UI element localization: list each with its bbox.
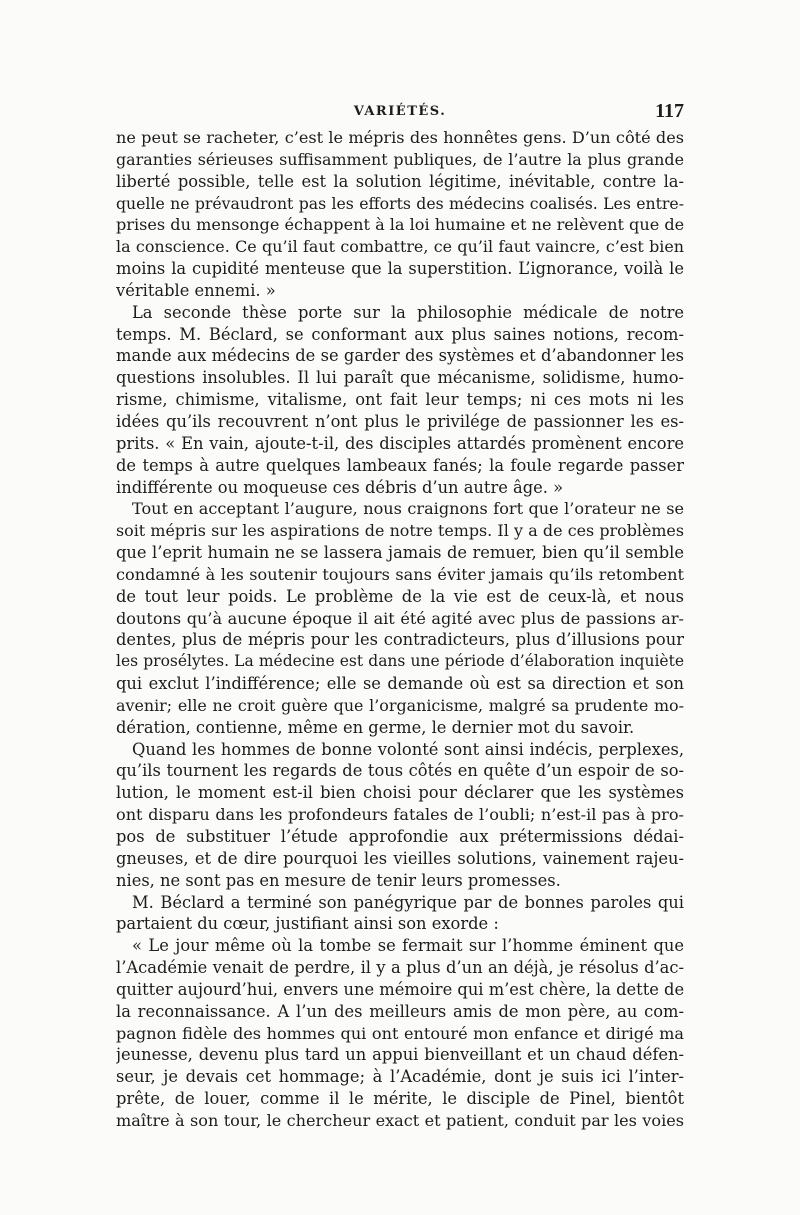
text-line: risme, chimisme, vitalisme, ont fait leur temps; ni ces mots ni les: [116, 390, 684, 410]
text-line: seur, je devais cet hommage; à l’Académie, dont je suis ici l’inter-: [116, 1067, 684, 1087]
text-line: ne peut se racheter, c’est le mépris des honnêtes gens. D’un côté des: [116, 128, 684, 147]
text-line: de tout leur poids. Le problème de la vie est de ceux-là, et nous: [116, 586, 684, 606]
text-line: dération, contienne, même en germe, le dernier mot du savoir.: [116, 717, 635, 737]
text-line: mande aux médecins de se garder des systèmes et d’abandonner les: [116, 346, 684, 366]
text-line: questions insolubles. Il lui paraît que mécanisme, solidisme, humo-: [116, 368, 684, 388]
text-line: la conscience. Ce qu’il faut combattre, ce qu’il faut vaincre, c’est bien: [116, 237, 684, 257]
text-line: prits. « En vain, ajoute-t-il, des disciples attardés promènent encore: [116, 433, 684, 453]
text-line: temps. M. Béclard, se conformant aux plus saines notions, recom-: [116, 324, 684, 344]
text-line: ont disparu dans les profondeurs fatales de l’oubli; n’est-il pas à pro-: [116, 805, 684, 825]
text-line: quelle ne prévaudront pas les efforts des médecins coalisés. Les entre-: [116, 193, 684, 213]
text-line: lution, le moment est-il bien choisi pour déclarer que les systèmes: [116, 783, 684, 803]
text-line: M. Béclard a terminé son panégyrique par de bonnes paroles qui: [132, 892, 684, 912]
text-line: Quand les hommes de bonne volonté sont ainsi indécis, perplexes,: [132, 739, 684, 759]
page-number: 117: [655, 100, 684, 122]
text-line: prises du mensonge échappent à la loi humaine et ne relèvent que de: [116, 215, 684, 235]
text-line: véritable ennemi. »: [116, 280, 276, 300]
text-line: gneuses, et de dire pourquoi les vieilles solutions, vainement rajeu-: [116, 848, 684, 868]
body-text: [116, 127, 684, 1132]
text-line: doutons qu’à aucune époque il ait été agité avec plus de passions ar-: [116, 608, 684, 628]
text-line: garanties sérieuses suffisamment publiques, de l’autre la plus grande: [116, 149, 684, 169]
text-line: maître à son tour, le chercheur exact et patient, conduit par les voies: [116, 1110, 684, 1130]
text-line: nies, ne sont pas en mesure de tenir leurs promesses.: [116, 870, 561, 890]
text-line: idées qu’ils recouvrent n’ont plus le privilége de passionner les es-: [116, 411, 684, 431]
text-line: qu’ils tournent les regards de tous côtés en quête d’un espoir de so-: [116, 761, 684, 781]
text-line: que l’eprit humain ne se lassera jamais de remuer, bien qu’il semble: [116, 543, 684, 563]
text-line: condamné à les soutenir toujours sans éviter jamais qu’ils retombent: [116, 564, 684, 584]
text-line: la reconnaissance. A l’un des meilleurs amis de mon père, au com-: [116, 1001, 684, 1021]
text-line: La seconde thèse porte sur la philosophie médicale de notre: [132, 302, 684, 322]
text-line: qui exclut l’indifférence; elle se demande où est sa direction et son: [116, 674, 684, 694]
text-line: avenir; elle ne croit guère que l’organicisme, malgré sa prudente mo-: [116, 695, 684, 715]
text-line: « Le jour même où la tombe se fermait sur l’homme éminent que: [132, 936, 684, 956]
text-line: partaient du cœur, justifiant ainsi son exorde :: [116, 914, 499, 934]
text-line: les prosélytes. La médecine est dans une période d’élaboration inquiète: [116, 652, 684, 671]
running-title: VARIÉTÉS.: [353, 104, 447, 119]
text-line: dentes, plus de mépris pour les contradicteurs, plus d’illusions pour: [116, 630, 684, 650]
running-head: [116, 100, 684, 124]
text-line: indifférente ou moqueuse ces débris d’un autre âge. »: [116, 477, 564, 497]
text-line: prête, de louer, comme il le mérite, le disciple de Pinel, bientôt: [116, 1089, 684, 1109]
text-line: de temps à autre quelques lambeaux fanés; la foule regarde passer: [116, 455, 684, 475]
text-line: Tout en acceptant l’augure, nous craignons fort que l’orateur ne se: [132, 499, 684, 519]
text-line: l’Académie venait de perdre, il y a plus d’un an déjà, je résolus d’ac-: [116, 958, 684, 978]
text-line: jeunesse, devenu plus tard un appui bienveillant et un chaud défen-: [116, 1045, 684, 1065]
text-line: pagnon fidèle des hommes qui ont entouré mon enfance et dirigé ma: [116, 1023, 684, 1043]
text-line: moins la cupidité menteuse que la superstition. L’ignorance, voilà le: [116, 259, 684, 279]
text-line: liberté possible, telle est la solution légitime, inévitable, contre la-: [116, 171, 684, 191]
text-line: quitter aujourd’hui, envers une mémoire qui m’est chère, la dette de: [116, 979, 684, 999]
text-line: pos de substituer l’étude approfondie aux prétermissions dédai-: [116, 827, 684, 846]
text-line: soit mépris sur les aspirations de notre temps. Il y a de ces problèmes: [116, 521, 684, 541]
